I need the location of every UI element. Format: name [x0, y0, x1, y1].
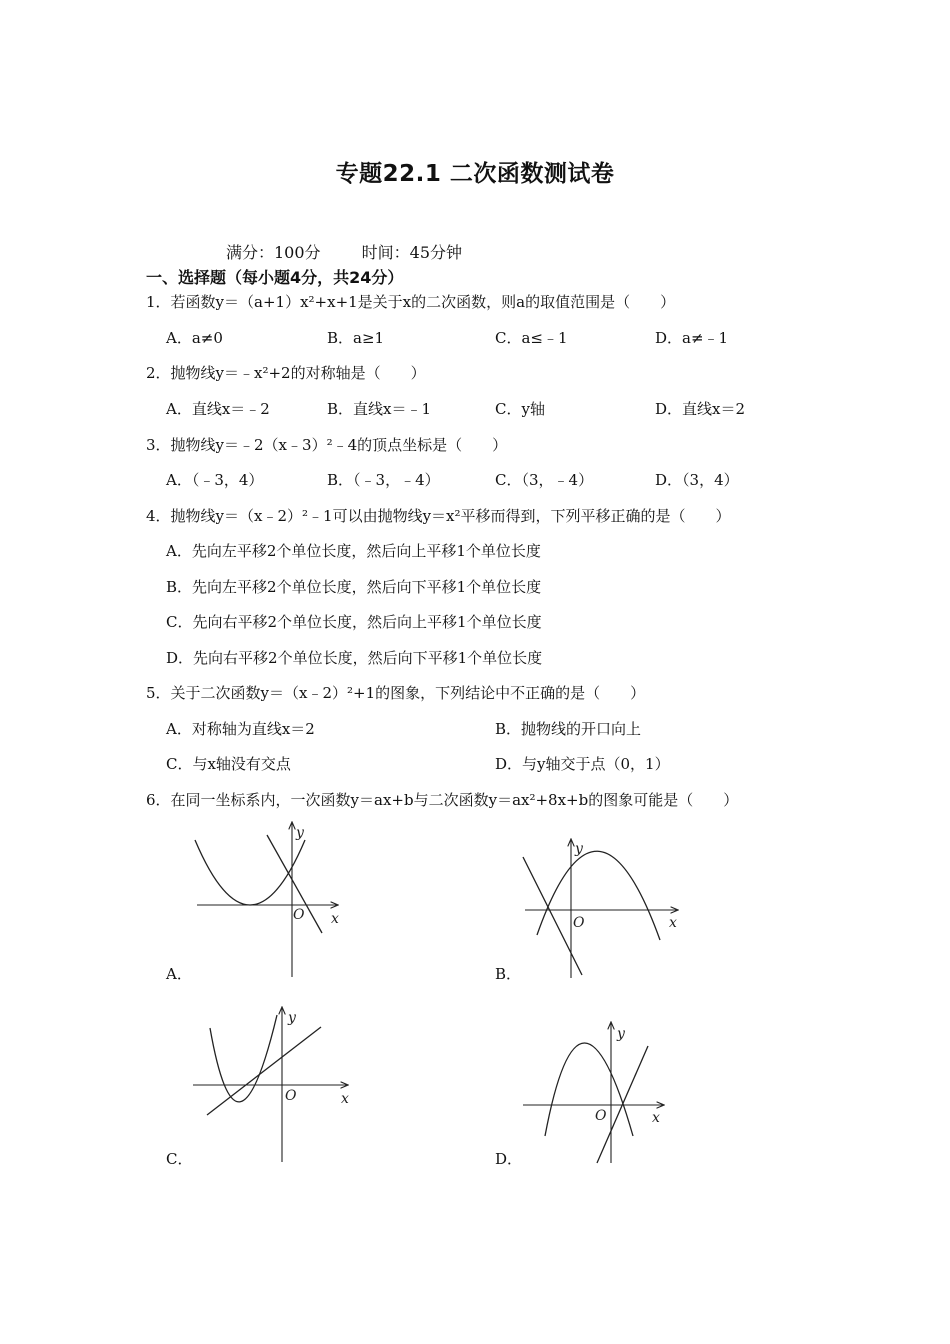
origin-label: O	[285, 1088, 297, 1104]
q2-option-b[interactable]: B．直线x＝﹣1	[327, 400, 432, 418]
q4-option-d[interactable]: D．先向右平移2个单位长度，然后向下平移1个单位长度	[166, 649, 543, 667]
q3-option-a[interactable]: A．（﹣3，4）	[166, 471, 264, 489]
q6-option-d[interactable]: D．	[495, 1150, 523, 1168]
time-limit: 时间：45分钟	[361, 243, 463, 262]
q4-option-b[interactable]: B．先向左平移2个单位长度，然后向下平移1个单位长度	[166, 578, 542, 596]
q3-option-d[interactable]: D．（3，4）	[655, 471, 739, 489]
q1-option-b[interactable]: B．a≥1	[327, 329, 385, 347]
q2-option-c[interactable]: C．y轴	[495, 400, 545, 418]
q6-option-a[interactable]: A．	[166, 965, 192, 983]
full-score: 满分：100分	[226, 243, 321, 262]
exam-meta	[226, 240, 498, 263]
y-axis-label: y	[288, 1010, 296, 1026]
question-1: 1．若函数y＝（a+1）x²+x+1是关于x的二次函数，则a的取值范围是（ ）	[146, 293, 676, 311]
origin-label: O	[293, 907, 305, 923]
q5-option-b[interactable]: B．抛物线的开口向上	[495, 720, 642, 738]
graph-option-a	[185, 815, 355, 980]
y-axis-label: y	[575, 841, 583, 857]
graph-option-b	[515, 835, 685, 980]
q5-option-c[interactable]: C．与x轴没有交点	[166, 755, 291, 773]
question-5: 5．关于二次函数y＝（x﹣2）²+1的图象，下列结论中不正确的是（ ）	[146, 684, 646, 702]
q2-option-a[interactable]: A．直线x＝﹣2	[166, 400, 270, 418]
q2-option-d[interactable]: D．直线x＝2	[655, 400, 746, 418]
y-axis-label: y	[617, 1026, 625, 1042]
x-axis-label: x	[669, 915, 677, 931]
page-title: 专题22.1 二次函数测试卷	[335, 161, 615, 187]
q5-option-d[interactable]: D．与y轴交于点（0，1）	[495, 755, 670, 773]
graph-option-c	[185, 1000, 360, 1165]
q1-option-a[interactable]: A．a≠0	[166, 329, 223, 347]
question-6: 6．在同一坐标系内，一次函数y＝ax+b与二次函数y＝ax²+8x+b的图象可能是（ ）	[146, 791, 739, 809]
q4-option-a[interactable]: A．先向左平移2个单位长度，然后向上平移1个单位长度	[166, 542, 541, 560]
x-axis-label: x	[341, 1091, 349, 1107]
origin-label: O	[573, 915, 585, 931]
q6-option-b[interactable]: B．	[495, 965, 522, 983]
question-2: 2．抛物线y＝﹣x²+2的对称轴是（ ）	[146, 364, 426, 382]
y-axis-label: y	[296, 825, 304, 841]
x-axis-label: x	[652, 1110, 660, 1126]
q6-option-c[interactable]: C．	[166, 1150, 193, 1168]
graph-option-d	[515, 1018, 685, 1165]
line	[207, 1027, 321, 1115]
q5-option-a[interactable]: A．对称轴为直线x＝2	[166, 720, 315, 738]
x-axis-label: x	[331, 911, 339, 927]
q4-option-c[interactable]: C．先向右平移2个单位长度，然后向上平移1个单位长度	[166, 613, 542, 631]
parabola	[545, 1043, 633, 1136]
q1-option-c[interactable]: C．a≤﹣1	[495, 329, 568, 347]
q3-option-c[interactable]: C．（3，﹣4）	[495, 471, 594, 489]
origin-label: O	[595, 1108, 607, 1124]
q3-option-b[interactable]: B．（﹣3，﹣4）	[327, 471, 440, 489]
q1-option-d[interactable]: D．a≠﹣1	[655, 329, 729, 347]
section-heading: 一、选择题（每小题4分，共24分）	[146, 268, 404, 287]
parabola	[537, 851, 660, 940]
parabola	[210, 1015, 277, 1102]
question-3: 3．抛物线y＝﹣2（x﹣3）²﹣4的顶点坐标是（ ）	[146, 436, 508, 454]
question-4: 4．抛物线y＝（x﹣2）²﹣1可以由抛物线y＝x²平移而得到，下列平移正确的是（ ）	[146, 507, 731, 525]
